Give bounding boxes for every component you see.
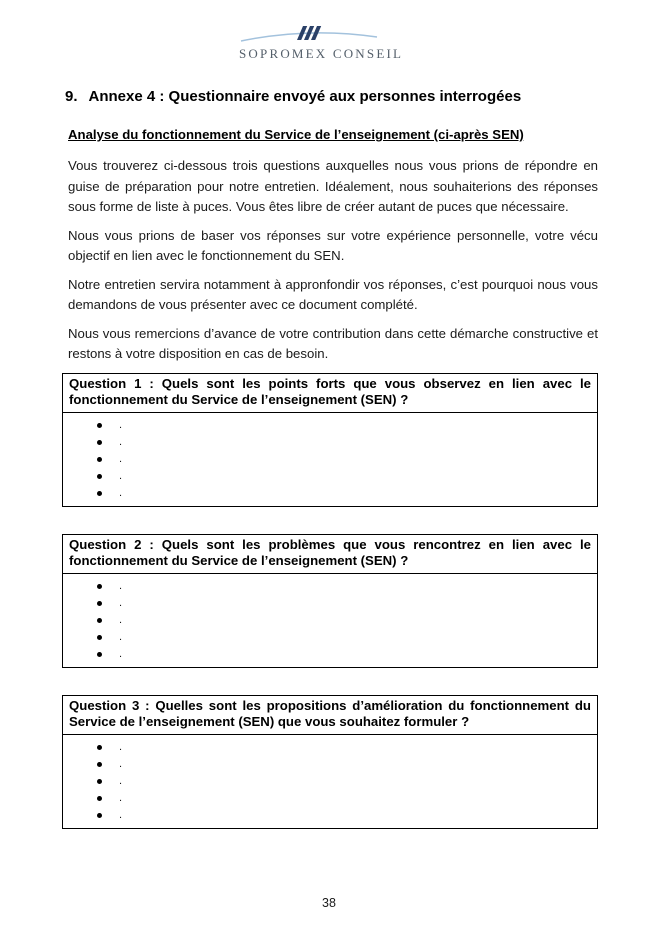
bullet-placeholder: . [119, 791, 123, 804]
bullet-icon [97, 779, 102, 784]
bullet-icon [97, 423, 102, 428]
list-item [97, 629, 597, 646]
triple-slash-arc-icon [239, 24, 379, 45]
page-number: 38 [322, 896, 336, 910]
bullet-icon [97, 762, 102, 767]
bullet-icon [97, 635, 102, 640]
list-item [97, 468, 597, 485]
question-box-1 [62, 373, 598, 507]
list-item [97, 434, 597, 451]
bullet-icon [97, 440, 102, 445]
section-heading [62, 88, 598, 105]
list-item [97, 451, 597, 468]
bullet-placeholder: . [119, 486, 123, 499]
list-item [97, 612, 597, 629]
bullet-icon [97, 813, 102, 818]
list-item [97, 756, 597, 773]
bullet-placeholder: . [119, 630, 123, 643]
company-name: SOPROMEX CONSEIL [239, 46, 404, 61]
list-item [97, 578, 597, 595]
question-2-answer-list [63, 574, 597, 667]
bullet-icon [97, 652, 102, 657]
bullet-icon [97, 474, 102, 479]
bullet-placeholder: . [119, 740, 123, 753]
list-item [97, 646, 597, 663]
bullet-icon [97, 618, 102, 623]
question-3-answer-list [63, 735, 597, 828]
question-box-3 [62, 695, 598, 829]
document-content [62, 88, 598, 856]
bullet-placeholder: . [119, 613, 123, 626]
bullet-placeholder: . [119, 418, 123, 431]
document-subtitle: Analyse du fonctionnement du Service de l’enseignement (ci-après SEN) [68, 127, 524, 142]
bullet-icon [97, 457, 102, 462]
bullet-placeholder: . [119, 757, 123, 770]
bullet-placeholder: . [119, 774, 123, 787]
question-1-answer-list [63, 413, 597, 506]
bullet-icon [97, 491, 102, 496]
list-item [97, 417, 597, 434]
list-item [97, 485, 597, 502]
list-item [97, 790, 597, 807]
heading-number: 9. [65, 88, 78, 105]
question-2-text: Question 2 : Quels sont les problèmes que vous rencontrez en lien avec le fonctionnement du Service de l’enseignement (SEN) ? [63, 535, 597, 574]
paragraph: Nous vous remercions d’avance de votre contribution dans cette démarche constructive et restons à votre disposition en cas de besoin. [68, 325, 598, 361]
bullet-placeholder: . [119, 808, 123, 821]
bullet-icon [97, 584, 102, 589]
question-3-text: Question 3 : Quelles sont les propositions d’amélioration du fonctionnement du Service de l’enseignement (SEN) que vous souhaitez formuler ? [63, 696, 597, 735]
paragraph: Notre entretien servira notamment à appronfondir vos réponses, c’est pourquoi nous vous demandons de vous présenter avec ce document complété. [68, 276, 598, 312]
paragraph: Vous trouverez ci-dessous trois questions auxquelles nous vous prions de répondre en guise de préparation pour notre entretien. Idéalement, nous souhaiterions des réponses sous forme de liste à puces. Vous êtes libre de créer autant de puces que nécessaire. [68, 158, 598, 214]
bullet-placeholder: . [119, 469, 123, 482]
heading-title: Annexe 4 : Questionnaire envoyé aux personnes interrogées [88, 88, 522, 105]
bullet-placeholder: . [119, 579, 123, 592]
company-logo [239, 24, 404, 62]
bullet-placeholder: . [119, 452, 123, 465]
paragraph: Nous vous prions de baser vos réponses sur votre expérience personnelle, votre vécu objectif en lien avec le fonctionnement du SEN. [68, 227, 598, 263]
list-item [97, 773, 597, 790]
list-item [97, 595, 597, 612]
bullet-placeholder: . [119, 596, 123, 609]
list-item [97, 739, 597, 756]
bullet-placeholder: . [119, 647, 123, 660]
list-item [97, 807, 597, 824]
bullet-icon [97, 745, 102, 750]
bullet-icon [97, 796, 102, 801]
intro-paragraphs [62, 156, 598, 365]
question-1-text: Question 1 : Quels sont les points forts que vous observez en lien avec le fonctionnement du Service de l’enseignement (SEN) ? [63, 374, 597, 413]
bullet-icon [97, 601, 102, 606]
question-box-2 [62, 534, 598, 668]
bullet-placeholder: . [119, 435, 123, 448]
